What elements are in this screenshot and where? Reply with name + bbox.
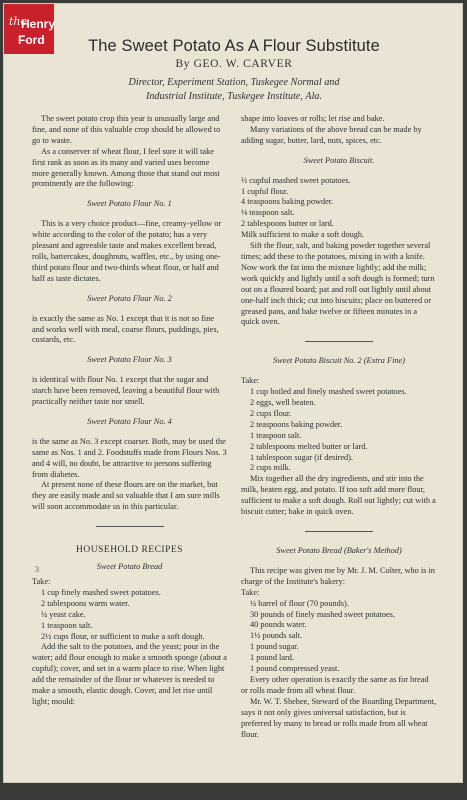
left-column [32,114,227,708]
section-divider-right [305,341,373,342]
biscuit-2-method: Mix together all the dry ingredients, and stir into the milk, beaten egg, and potato. If too soft add more flour, sufficient to make a soft dough. Roll out lightly; cut with a biscuit cutter; bake in quick oven. [241,474,436,517]
bakers-method-heading: Sweet Potato Bread (Baker's Method) [276,546,402,555]
bread-ingredient: 1 teaspoon salt. [41,620,93,630]
section-divider-right-2 [305,531,373,532]
bakers-intro: This recipe was given me by Mr. J. M. Colter, who is in charge of the Institute's bakery: [241,565,435,586]
logo-ford: Ford [18,33,45,47]
variations-paragraph: Many variations of the above bread can be made by adding sugar, butter, lard, nuts, spices, etc. [241,124,422,145]
biscuit-recipe-heading: Sweet Potato Biscuit. [303,155,375,165]
bread-ingredients [32,588,227,643]
bread-ingredient: 1 cup finely mashed sweet potatoes. [41,587,161,597]
flour-1-text: This is a very choice product—fine, creamy-yellow or white according to the color of the potato; has a very pleasant and agreeable taste and makes excellent bread, rolls, battercakes, doughnuts, waffles, etc., by using one-third potato flour and two-thirds wheat flour, or half and half as taste dictates. [32,219,222,283]
biscuit-ingredient: ½ cupful mashed sweet potatoes. [241,175,351,185]
biscuit-2-ingredient: 2 cups flour. [250,408,292,418]
stray-margin-mark: 3 [35,565,39,574]
bread-recipe-heading: Sweet Potato Bread [96,562,163,572]
biscuit-2-ingredient: 1 cup boiled and finely mashed sweet potatoes. [250,387,407,397]
flour-2-text: is exactly the same as No. 1 except that it is not so fine and works well with meal, coarse flours, puddings, pies, custards, etc. [32,313,219,345]
biscuit-2-ingredient: 1 tablespoon sugar (if desired). [250,452,353,462]
biscuit-ingredient: 4 teaspoons baking powder. [241,197,334,207]
flour-4-text: is the same as No. 3 except coarser. Both, may be used the same as Nos. 1 and 2. Foodstuffs made from Flours Nos. 3 and 4 will, no doubt, be attractive to persons suffering from diabetes. [32,436,227,479]
biscuit-2-recipe-heading: Sweet Potato Biscuit No. 2 (Extra Fine) [272,356,406,366]
flour-1-heading: Sweet Potato Flour No. 1 [87,199,172,209]
bakers-note: Every other operation is exactly the same as for bread or rolls made from all wheat flour. [241,674,429,695]
flour-3-text: is identical with flour No. 1 except that the sugar and starch have been removed, leaving a beautiful flour with practically neither taste nor smell. [32,375,220,407]
logo-henry: Henry [21,17,56,31]
flour-4-heading: Sweet Potato Flour No. 4 [87,416,172,426]
biscuit-2-ingredient: 2 cups milk. [250,463,291,473]
bakers-ingredient: 30 pounds of finely mashed sweet potatoes. [250,609,395,619]
affiliation-line-2: Industrial Institute, Tuskegee Institute, Ala. [145,91,323,102]
author-byline: By GEO. W. CARVER [175,58,293,70]
biscuit-ingredient: Milk sufficient to make a soft dough. [241,230,365,240]
right-column [241,114,437,740]
biscuit-ingredient: 1 cupful flour. [241,186,289,196]
author-affiliation [4,76,463,104]
biscuit-2-ingredient: 1 teaspoon salt. [250,430,302,440]
henry-ford-logo [4,4,54,54]
bakers-ingredient: 1 pound compressed yeast. [250,664,340,674]
shehee-note: Mr. W. T. Shehee, Steward of the Boarding Department, says it not only gives universal satisfaction, but is preferred by many to bread or rolls made from all wheat flour. [241,696,437,739]
household-recipes-heading: HOUSEHOLD RECIPES [76,545,183,556]
flour-2-heading: Sweet Potato Flour No. 2 [87,293,172,303]
closing-paragraph: At present none of these flours are on the market, but they are easily made and so valuable that I am sure mills will soon accommodate us in this particular. [32,480,220,512]
biscuit-ingredients [241,176,437,241]
biscuit-2-ingredients [241,387,437,474]
biscuit-method: Sift the flour, salt, and baking powder together several times; add these to the potatoes, mixing in with a knife. Now work the fat into the mixture lightly; add the milk; work quickly and lightly until a soft dough is formed; turn out on a floured board; pat and roll out lightly until about one-half inch thick; cut into biscuits; place on buttered or greased pans, and bake twelve or fifteen minutes in a quick oven. [241,241,435,327]
logo-the: the [9,15,28,28]
intro-paragraph-2: As a conserver of wheat flour, I feel sure it will take first rank as soon as its many and varied uses become more generally known. Among those that stand out most prominently are the following: [32,146,220,189]
biscuit-ingredient: 2 tablespoons butter or lard. [241,219,334,229]
biscuit-ingredient: ⅛ teaspoon salt. [241,208,295,218]
bakers-ingredients [241,599,437,675]
page-title: The Sweet Potato As A Flour Substitute [88,37,380,55]
bakers-ingredient: 1 pound lard. [250,653,295,663]
bakers-ingredient: 1½ pounds salt. [250,631,303,641]
biscuit-2-take-label: Take: [241,376,260,386]
bakers-ingredient: 1 pound sugar. [250,642,299,652]
bread-ingredient: ¼ yeast cake. [41,609,86,619]
affiliation-line-1: Director, Experiment Station, Tuskegee Normal and [128,77,340,88]
bread-take-label: Take: [32,577,51,586]
bread-method: Add the salt to the potatoes, and the yeast; pour in the water; add flour enough to make a smooth sponge (about a cupful); cover, and set in a warm place to rise. When light add the remainder of the flour or whatever is needed to make a smooth, elastic dough. Cover, and let rise until light; mould: [32,642,227,706]
flour-3-heading: Sweet Potato Flour No. 3 [87,355,172,365]
biscuit-2-ingredient: 2 eggs, well beaten. [250,398,316,408]
bakers-take-label: Take: [241,587,260,597]
intro-paragraph-1: The sweet potato crop this year is unusually large and fine, and none of this valuable crop should be allowed to go to waste. [32,114,221,145]
document-page [3,3,463,783]
section-divider-left [96,526,164,527]
bread-ingredient: 2 tablespoons warm water. [41,598,130,608]
biscuit-2-ingredient: 2 teaspoons baking powder. [250,419,343,429]
bakers-ingredient: ¼ barrel of flour (70 pounds). [250,598,349,608]
bakers-ingredient: 40 pounds water. [250,620,307,630]
bread-continued: shape into loaves or rolls; let rise and bake. [241,114,385,123]
biscuit-2-ingredient: 2 tablespoons melted butter or lard. [250,441,368,451]
bread-ingredient: 2½ cups flour, or sufficient to make a soft dough. [41,631,205,641]
